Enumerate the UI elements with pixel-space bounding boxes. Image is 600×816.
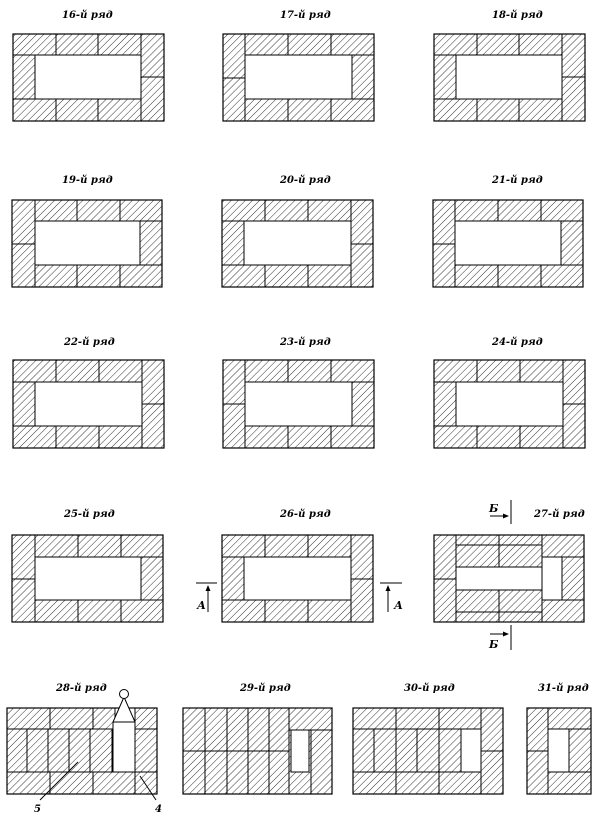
- callout-5: 5: [34, 804, 41, 815]
- label-row-17: 17-й ряд: [280, 10, 331, 21]
- label-row-19: 19-й ряд: [62, 175, 113, 186]
- label-row-24: 24-й ряд: [492, 337, 543, 348]
- section-b-bottom-label: Б: [489, 638, 499, 651]
- label-row-28: 28-й ряд: [56, 683, 107, 694]
- row-24-plan: [434, 360, 585, 448]
- row-26-plan: [222, 535, 373, 622]
- row-21-plan: [433, 200, 583, 287]
- row-30-plan: [353, 708, 503, 794]
- label-row-23: 23-й ряд: [280, 337, 331, 348]
- row-25-plan: [12, 535, 163, 622]
- label-row-25: 25-й ряд: [64, 509, 115, 520]
- label-row-29: 29-й ряд: [240, 683, 291, 694]
- row-29-plan: [183, 708, 332, 794]
- label-row-21: 21-й ряд: [492, 175, 543, 186]
- callout-4: 4: [155, 804, 162, 815]
- label-row-26: 26-й ряд: [280, 509, 331, 520]
- row-17-plan: [223, 34, 374, 121]
- label-row-18: 18-й ряд: [492, 10, 543, 21]
- label-row-16: 16-й ряд: [62, 10, 113, 21]
- label-row-20: 20-й ряд: [280, 175, 331, 186]
- label-row-27: 27-й ряд: [534, 509, 585, 520]
- row-28-plan: [7, 690, 157, 801]
- row-19-plan: [12, 200, 162, 287]
- row-31-plan: [527, 708, 591, 794]
- label-row-31: 31-й ряд: [538, 683, 589, 694]
- section-b-top-label: Б: [489, 502, 499, 515]
- row-22-plan: [13, 360, 164, 448]
- label-row-30: 30-й ряд: [404, 683, 455, 694]
- section-a-right-label: А: [394, 599, 403, 612]
- row-27-plan: [434, 535, 584, 622]
- row-16-plan: [13, 34, 164, 121]
- section-a-left-label: А: [197, 599, 206, 612]
- label-row-22: 22-й ряд: [64, 337, 115, 348]
- row-20-plan: [222, 200, 373, 287]
- row-18-plan: [434, 34, 585, 121]
- row-23-plan: [223, 360, 374, 448]
